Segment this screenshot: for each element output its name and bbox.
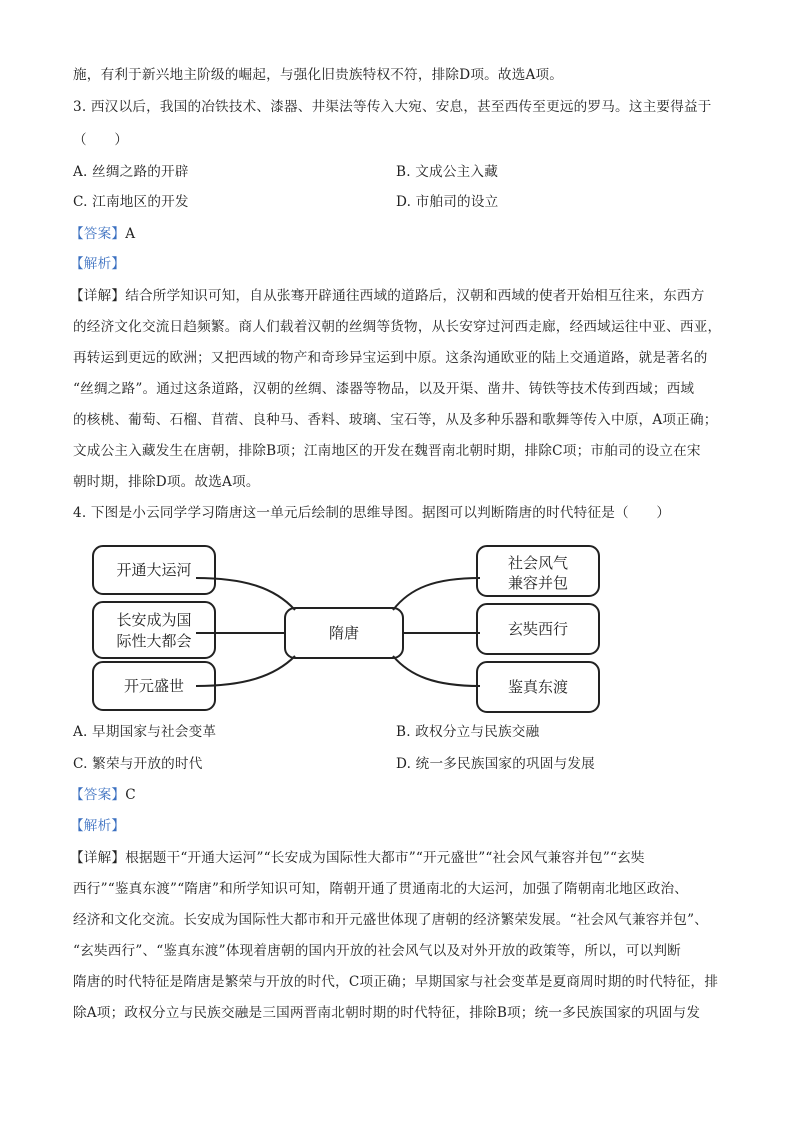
q4-detail-line: “玄奘西行”、“鉴真东渡”体现着唐朝的国内开放的社会风气以及对外开放的政策等，所以，可以判断 — [73, 943, 681, 959]
connector — [196, 578, 295, 610]
q4-option-b: B. 政权分立与民族交融 — [396, 724, 540, 740]
node-right-1b: 兼容并包 — [507, 574, 569, 592]
detail-tag: 【详解】 — [70, 850, 126, 866]
connector — [196, 656, 295, 686]
answer-value: A — [125, 226, 136, 242]
q4-stem: 4. 下图是小云同学学习隋唐这一单元后绘制的思维导图。据图可以判断隋唐的时代特征是（ ） — [73, 505, 671, 521]
detail-text: 结合所学知识可知，自从张骞开辟通往西域的道路后，汉朝和西域的使者开始相互往来，东西方 — [125, 288, 705, 304]
node-left-3: 开元盛世 — [123, 677, 185, 695]
prev-answer-tail: 施，有利于新兴地主阶级的崛起，与强化旧贵族特权不符，排除D项。故选A项。 — [73, 67, 564, 83]
q4-detail-line: 经济和文化交流。长安成为国际性大都市和开元盛世体现了唐朝的经济繁荣发展。“社会风气兼容并包”、 — [73, 912, 709, 928]
mind-map-diagram — [85, 538, 615, 718]
q3-stem-bracket: （ ） — [73, 132, 129, 148]
q4-detail-line: 西行”“鉴真东渡”“隋唐”和所学知识可知，隋朝开通了贯通南北的大运河，加强了隋朝南北地区政治、 — [73, 881, 689, 897]
detail-text: 根据题干“开通大运河”“长安成为国际性大都市”“开元盛世”“社会风气兼容并包”“玄奘 — [125, 850, 645, 866]
q4-option-c: C. 繁荣与开放的时代 — [73, 756, 203, 772]
q4-answer — [70, 786, 136, 804]
node-right-3: 鉴真东渡 — [507, 678, 569, 696]
q3-detail-line: 朝时期，排除D项。故选A项。 — [73, 474, 260, 490]
answer-value: C — [125, 787, 136, 803]
q4-analysis-tag: 【解析】 — [70, 818, 126, 834]
q3-detail-line — [70, 287, 705, 305]
q4-detail-line: 除A项；政权分立与民族交融是三国两晋南北朝时期的时代特征，排除B项；统一多民族国家的巩固与发 — [73, 1005, 701, 1021]
q4-option-a: A. 早期国家与社会变革 — [73, 724, 217, 740]
q3-analysis-tag: 【解析】 — [70, 256, 126, 272]
q3-detail-line: 的经济文化交流日趋频繁。商人们载着汉朝的丝绸等货物，从长安穿过河西走廊，经西域运往中亚、西亚， — [73, 319, 722, 335]
q4-option-d: D. 统一多民族国家的巩固与发展 — [396, 756, 595, 772]
q3-answer — [70, 225, 135, 243]
node-left-2b: 际性大都会 — [116, 632, 192, 650]
node-left-1: 开通大运河 — [116, 561, 192, 579]
q3-option-a: A. 丝绸之路的开辟 — [73, 164, 189, 180]
q3-option-b: B. 文成公主入藏 — [396, 164, 498, 180]
answer-tag: 【答案】 — [70, 787, 126, 803]
node-right-2: 玄奘西行 — [507, 620, 569, 638]
q3-detail-line: 文成公主入藏发生在唐朝，排除B项；江南地区的开发在魏晋南北朝时期，排除C项；市舶司的设立在宋 — [73, 443, 701, 459]
answer-tag: 【答案】 — [70, 226, 126, 242]
q3-option-d: D. 市舶司的设立 — [396, 194, 499, 210]
connector — [393, 656, 480, 686]
connector — [393, 578, 480, 610]
node-right-1a: 社会风气 — [507, 554, 569, 572]
q4-detail-line: 隋唐的时代特征是隋唐是繁荣与开放的时代，C项正确；早期国家与社会变革是夏商周时期的时代特征，排 — [73, 974, 719, 990]
center-node: 隋唐 — [328, 624, 360, 642]
q3-option-c: C. 江南地区的开发 — [73, 194, 189, 210]
q3-detail-line: 再转运到更远的欧洲；又把西域的物产和奇珍异宝运到中原。这条沟通欧亚的陆上交通道路，就是著名的 — [73, 350, 708, 366]
q3-stem: 3. 西汉以后，我国的冶铁技术、漆器、井渠法等传入大宛、安息，甚至西传至更远的罗马。这主要得益于 — [73, 99, 712, 115]
q4-detail-line — [70, 849, 645, 867]
q3-detail-line: 的核桃、葡萄、石榴、苜蓿、良种马、香料、玻璃、宝石等，从及多种乐器和歌舞等传入中原，A项正确； — [73, 412, 718, 428]
q3-detail-line: “丝绸之路”。通过这条道路，汉朝的丝绸、漆器等物品，以及开渠、凿井、铸铁等技术传到西域；西域 — [73, 381, 695, 397]
detail-tag: 【详解】 — [70, 288, 126, 304]
node-left-2a: 长安成为国 — [116, 611, 192, 629]
